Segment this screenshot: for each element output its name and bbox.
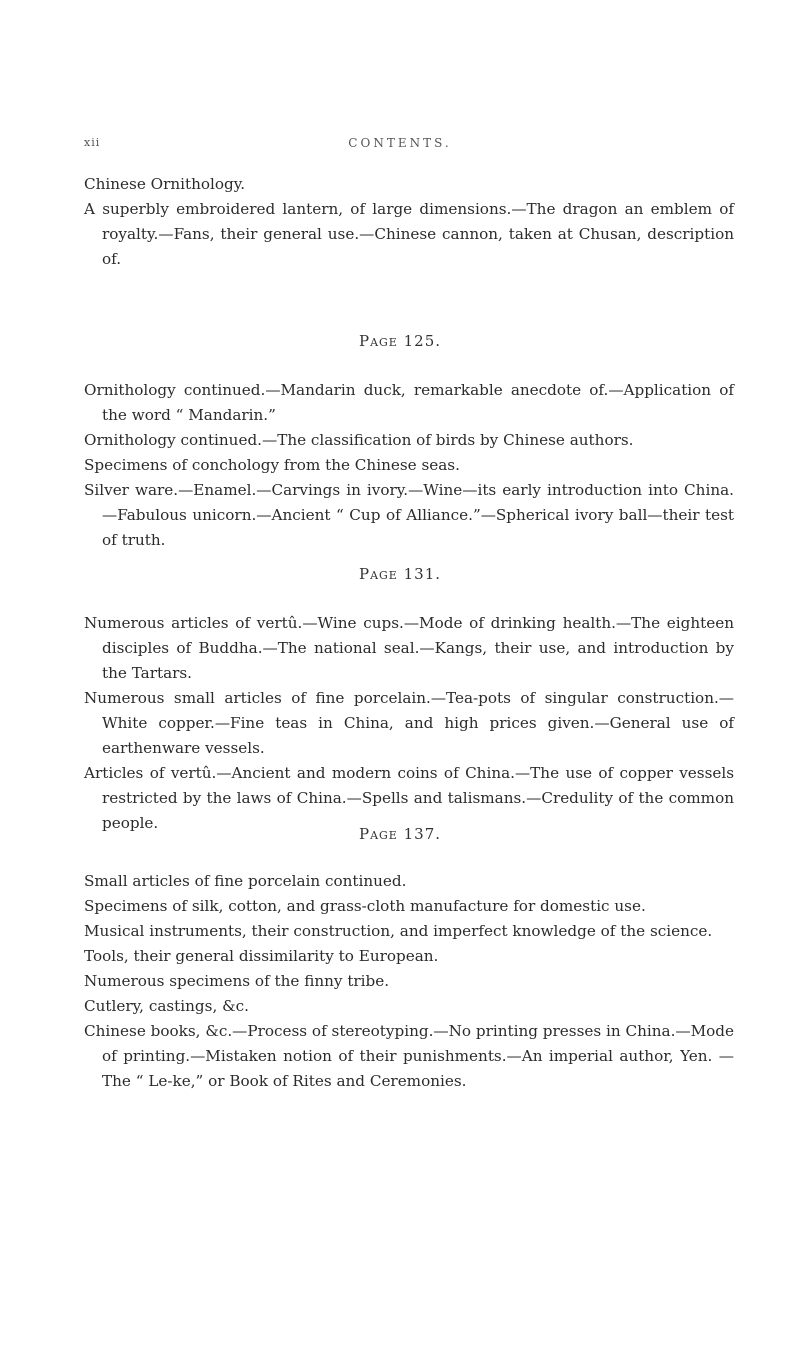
- page-heading-125: Page 125.: [358, 332, 442, 350]
- contents-entry: Small articles of fine porcelain continued.: [84, 872, 407, 890]
- contents-entry: Tools, their general dissimilarity to European.: [84, 947, 439, 965]
- contents-entry: Cutlery, castings, &c.: [84, 997, 249, 1015]
- contents-entry: Musical instruments, their construction, and imperfect knowledge of the science.: [84, 922, 713, 940]
- running-title: CONTENTS.: [348, 136, 452, 150]
- contents-entry: Numerous articles of vertû.—Wine cups.—Mode of drinking health.—The eighteen disciples of Buddha.—The national seal.—Kangs, their use, and introduction by the Tartars.: [84, 614, 734, 682]
- contents-section-125: [84, 378, 734, 553]
- contents-entry: Chinese Ornithology.: [84, 175, 246, 193]
- page-folio: xii: [84, 136, 101, 149]
- contents-section-137: [84, 869, 734, 1094]
- contents-entry: Ornithology continued.—Mandarin duck, remarkable anecdote of.—Application of the word “ Mandarin.”: [84, 381, 734, 424]
- contents-entry: Specimens of silk, cotton, and grass-cloth manufacture for domestic use.: [84, 897, 646, 915]
- page-heading-131: Page 131.: [358, 565, 442, 583]
- running-head: [0, 136, 800, 156]
- contents-entry: Ornithology continued.—The classification of birds by Chinese authors.: [84, 431, 634, 449]
- contents-entry: Numerous small articles of fine porcelain.—Tea-pots of singular construction.— White copper.—Fine teas in China, and high prices given.—General use of earthenware vessels.: [84, 689, 734, 757]
- contents-entry: Articles of vertû.—Ancient and modern coins of China.—The use of copper vessels restricted by the laws of China.—Spells and talismans.—Credulity of the common people.: [84, 764, 734, 832]
- contents-entry: Chinese books, &c.—Process of stereotyping.—No printing presses in China.—Mode of printing.—Mistaken notion of their punishments.—An imperial author, Yen. —The “ Le-ke,” or Book of Rites and Ceremonies.: [84, 1022, 734, 1090]
- contents-entry: Specimens of conchology from the Chinese seas.: [84, 456, 460, 474]
- contents-section-131: [84, 611, 734, 836]
- contents-entry: A superbly embroidered lantern, of large dimensions.—The dragon an emblem of royalty.—Fans, their general use.—Chinese cannon, taken at Chusan, description of.: [84, 200, 734, 268]
- contents-entry: Silver ware.—Enamel.—Carvings in ivory.—Wine—its early introduction into China. —Fabulous unicorn.—Ancient “ Cup of Alliance.”—Spherical ivory ball—their test of truth.: [84, 481, 734, 549]
- contents-entry: Numerous specimens of the finny tribe.: [84, 972, 390, 990]
- contents-section-1: [84, 172, 734, 272]
- page-heading-137: Page 137.: [358, 825, 442, 843]
